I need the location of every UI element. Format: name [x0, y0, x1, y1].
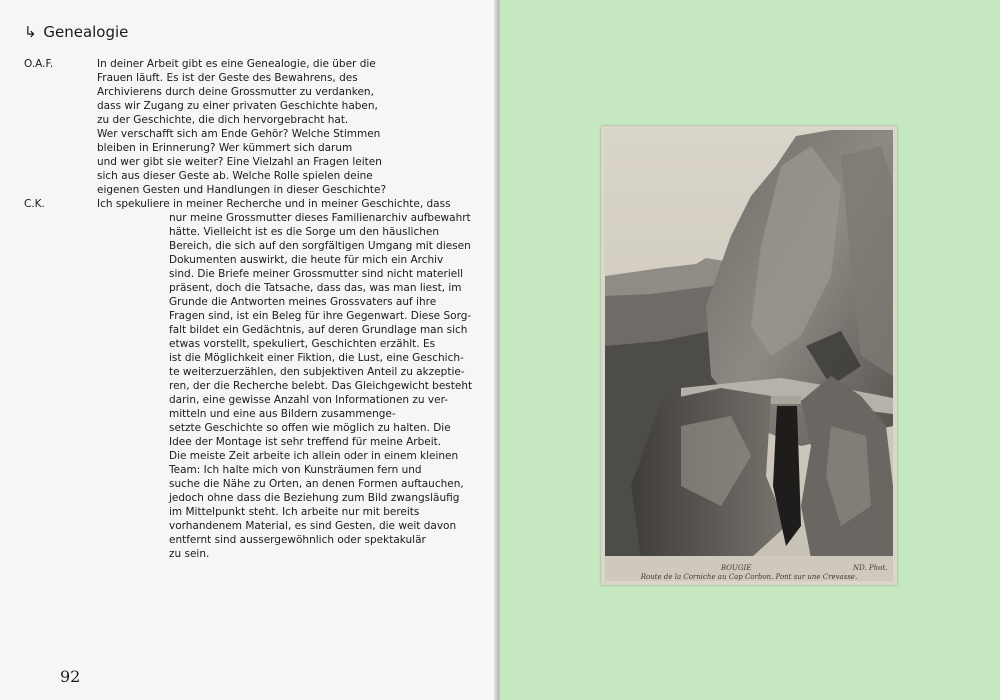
text-line: jedoch ohne dass die Beziehung zum Bild zwangsläufig — [169, 492, 460, 504]
text-line: bleiben in Erinnerung? Wer kümmert sich darum — [97, 142, 353, 154]
text-line: ren, der die Recherche belebt. Das Gleichgewicht besteht — [169, 380, 473, 392]
text-line: sich aus dieser Geste ab. Welche Rolle spielen deine — [97, 170, 373, 182]
text-line: vorhandenem Material, es sind Gesten, die weit davon — [169, 520, 457, 532]
text-line: nur meine Grossmutter dieses Familienarchiv aufbewahrt — [169, 212, 471, 224]
page-number: 92 — [60, 667, 81, 686]
left-page — [0, 0, 498, 700]
text-line: Idee der Montage ist sehr treffend für meine Arbeit. — [169, 436, 442, 448]
text-line: hätte. Vielleicht ist es die Sorge um den häuslichen — [169, 226, 439, 238]
text-line: dass wir Zugang zu einer privaten Geschichte haben, — [97, 100, 378, 112]
text-line: entfernt sind aussergewöhnlich oder spektakulär — [169, 534, 426, 546]
answer-text — [169, 211, 472, 561]
text-line: suche die Nähe zu Orten, an denen Formen auftauchen, — [169, 478, 464, 490]
text-line: Team: Ich halte mich von Kunsträumen fern und — [169, 464, 422, 476]
text-line: Archivierens durch deine Grossmutter zu verdanken, — [97, 86, 374, 98]
text-line: Wer verschafft sich am Ende Gehör? Welche Stimmen — [97, 128, 381, 140]
heading-text: Genealogie — [43, 23, 129, 41]
text-line: falt bildet ein Gedächtnis, auf deren Grundlage man sich — [169, 324, 468, 336]
postcard-photo — [601, 126, 897, 585]
arrow-down-right-icon: ↳ — [24, 23, 37, 41]
text-line: mitteln und eine aus Bildern zusammenge- — [169, 408, 396, 420]
postcard-caption-line-2: Route de la Corniche au Cap Corbon. Pont sur une Crevasse. — [640, 573, 858, 581]
speaker-label-ck: C.K. — [24, 198, 45, 210]
text-line: etwas vorstellt, spekuliert, Geschichten erzählt. Es — [169, 338, 436, 350]
text-line: Bereich, die sich auf den sorgfältigen Umgang mit diesen — [169, 240, 471, 252]
postcard-credit: ND. Phot. — [853, 564, 888, 572]
text-line: te weiterzuerzählen, den subjektiven Anteil zu akzeptie- — [169, 366, 465, 378]
text-line: Dokumenten auswirkt, die heute für mich ein Archiv — [169, 254, 444, 266]
text-line: setzte Geschichte so offen wie möglich zu halten. Die — [169, 422, 451, 434]
text-line: In deiner Arbeit gibt es eine Genealogie, die über die — [97, 58, 376, 70]
text-line: eigenen Gesten und Handlungen in dieser Geschichte? — [97, 184, 387, 196]
postcard-title: BOUGIE — [721, 564, 752, 572]
text-line: Grunde die Antworten meines Grossvaters auf ihre — [169, 296, 437, 308]
text-line: sind. Die Briefe meiner Grossmutter sind nicht materiell — [169, 268, 464, 280]
text-line: Fragen sind, ist ein Beleg für ihre Gegenwart. Diese Sorg- — [169, 310, 472, 322]
section-heading — [24, 22, 128, 42]
text-line: darin, eine gewisse Anzahl von Informationen zu ver- — [169, 394, 449, 406]
text-line: präsent, doch die Tatsache, dass das, was man liest, im — [169, 282, 462, 294]
text-line: im Mittelpunkt steht. Ich arbeite nur mit bereits — [169, 506, 420, 518]
answer-first-line — [97, 197, 451, 211]
text-line: ist die Möglichkeit einer Fiktion, die Lust, eine Geschich- — [169, 352, 464, 364]
cliff-road-image — [601, 126, 897, 585]
text-line: Die meiste Zeit arbeite ich allein oder in einem kleinen — [169, 450, 459, 462]
speaker-label-oaf: O.A.F. — [24, 58, 54, 70]
text-line: zu der Geschichte, die dich hervorgebracht hat. — [97, 114, 349, 126]
text-line: zu sein. — [169, 548, 210, 560]
text-line: Frauen läuft. Es ist der Geste des Bewahrens, des — [97, 72, 358, 84]
question-text — [97, 57, 386, 197]
text-line: und wer gibt sie weiter? Eine Vielzahl an Fragen leiten — [97, 156, 382, 168]
text-line: Ich spekuliere in meiner Recherche und in meiner Geschichte, dass — [97, 198, 451, 210]
